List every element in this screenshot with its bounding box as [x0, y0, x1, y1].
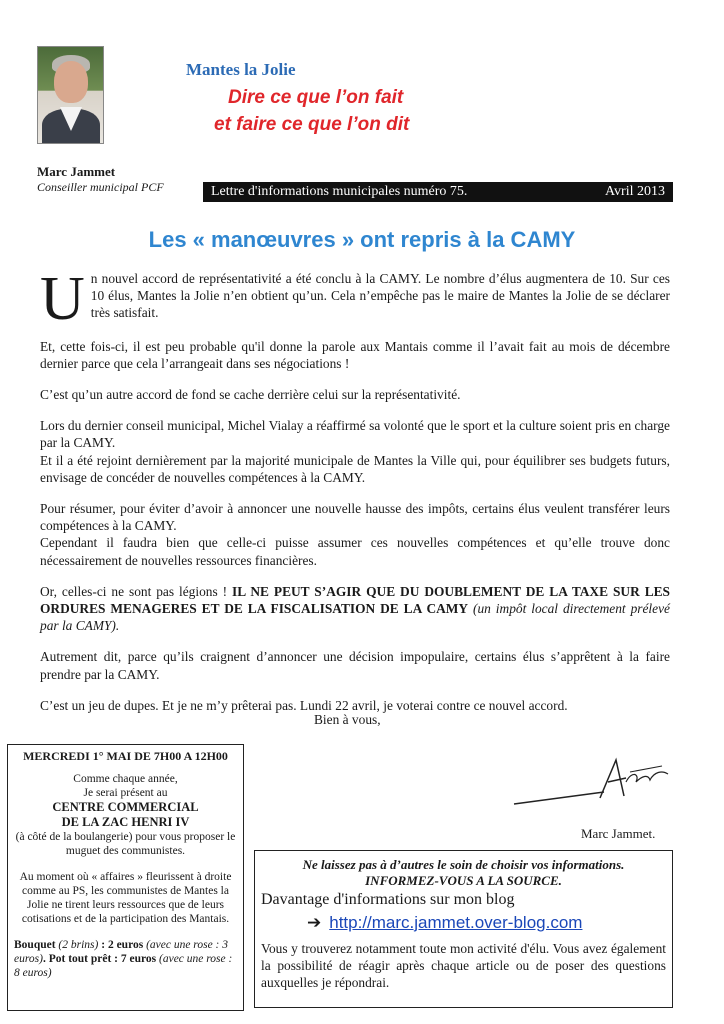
arrow-right-icon: ➔ — [307, 913, 322, 933]
info-box: Ne laissez pas à d’autres le soin de choisir vos informations. INFORMEZ-VOUS A LA SOURCE. Davantage d'informations sur mon blog ➔ http://marc.jammet.over-blog.com Vous y trouverez notamment toute mon activité d'élu. Vous avez également la possibilité de réagir après chaque article ou de poser des questions auxquelles je répondrai. — [254, 850, 673, 1008]
event-box: MERCREDI 1° MAI DE 7H00 A 12H00 Comme chaque année, Je serai présent au CENTRE COMMERCIAL DE LA ZAC HENRI IV (à côté de la boulangerie) pour vous proposer le muguet des communistes. Au moment où « affaires » fleurissent à droite comme au PS, les communistes de Mantes la Jolie ne tirent leurs ressources que de leurs cotisations et de la participation des Mantais. Bouquet (2 brins) : 2 euros (avec une rose : 3 euros). Pot tout prêt : 7 euros (avec une rose : 8 euros) — [7, 744, 244, 1011]
signature-name: Marc Jammet. — [581, 826, 656, 841]
event-title: MERCREDI 1° MAI DE 7H00 A 12H00 — [23, 749, 228, 763]
handwritten-signature — [512, 752, 672, 812]
article-body — [40, 265, 670, 728]
paragraph-6: Or, celles-ci ne sont pas légions ! IL NE PEUT S’AGIR QUE DU DOUBLEMENT DE LA TAXE SUR LES ORDURES MENAGERES ET DE LA FISCALISATION DE LA CAMY (un impôt local directement prélevé par la CAMY). — [40, 583, 670, 634]
paragraph-4: Lors du dernier conseil municipal, Michel Vialay a réaffirmé sa volonté que le sport et la culture soient pris en charge par la CAMY. Et il a été rejoint dernièrement par la majorité municipale de Mantes la Ville qui, pour équilibrer ses budgets futurs, envisage de concéder de nouvelles compétences à la CAMY. — [40, 418, 670, 485]
paragraph-5: Pour résumer, pour éviter d’avoir à annoncer une nouvelle hausse des impôts, certains élus veulent transférer leurs compétences à la CAMY. Cependant il faudra bien que celle-ci puisse assumer ces nouvelles compétences et qu’elle trouve donc nécessairement de nouvelles ressources financières. — [40, 501, 670, 568]
closing-salutation: Bien à vous, — [314, 712, 381, 727]
author-photo — [37, 46, 104, 144]
paragraph-3: C’est qu’un autre accord de fond se cache derrière celui sur la représentativité. — [40, 387, 461, 403]
event-venue: CENTRE COMMERCIAL — [52, 800, 199, 814]
banner-issue: Lettre d'informations municipales numéro 75. — [211, 184, 468, 199]
author-name: Marc Jammet — [37, 164, 116, 179]
slogan-line-1: Dire ce que l’on fait — [228, 87, 404, 108]
page-title: Les « manœuvres » ont repris à la CAMY — [148, 227, 576, 252]
drop-cap: U — [40, 265, 85, 333]
newsletter-banner — [203, 182, 673, 202]
event-prices: Bouquet (2 brins) : 2 euros (avec une rose : 3 euros). Pot tout prêt : 7 euros (avec une rose : 8 euros) — [14, 939, 233, 979]
town-name: Mantes la Jolie — [186, 60, 296, 79]
banner-date: Avril 2013 — [604, 184, 665, 199]
blog-link[interactable]: http://marc.jammet.over-blog.com — [329, 913, 583, 932]
paragraph-1: Un nouvel accord de représentativité a été conclu à la CAMY. Le nombre d’élus augmentera de 10. Sur ces 10 élus, Mantes la Jolie n’en obtient qu’un. Cela n’empêche pas le maire de Mantes la Jolie de se déclarer très satisfait. — [40, 265, 670, 333]
paragraph-2: Et, cette fois-ci, il est peu probable qu'il donne la parole aux Mantais comme il l’avait fait au mois de décembre dernier parce que cela l’arrangeait dans ses négociations ! — [40, 338, 670, 371]
paragraph-7: Autrement dit, parce qu’ils craignent d’annoncer une décision impopulaire, certains élus s’apprêtent à la faire prendre par la CAMY. — [40, 649, 670, 682]
paragraph-8: C’est un jeu de dupes. Et je ne m’y prêterai pas. Lundi 22 avril, je voterai contre ce nouvel accord. — [40, 697, 568, 713]
slogan-line-2: et faire ce que l’on dit — [214, 114, 410, 135]
author-role: Conseiller municipal PCF — [37, 180, 164, 194]
